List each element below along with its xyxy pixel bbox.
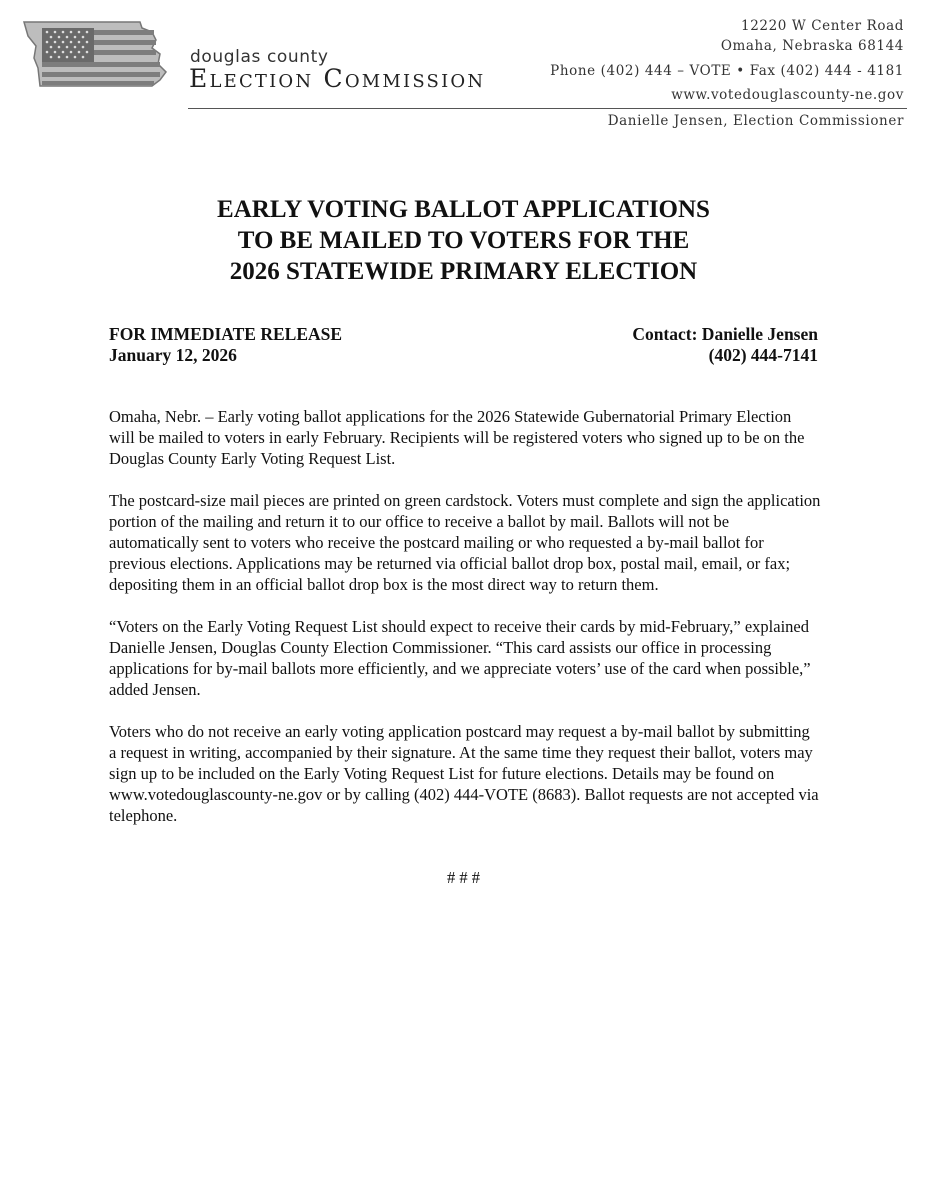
address-line-2: Omaha, Nebraska 68144 [720, 38, 904, 54]
org-name-large: Election Commission [189, 64, 486, 93]
phone-fax: Phone (402) 444 – VOTE • Fax (402) 444 - 4181 [550, 63, 904, 79]
end-mark: # # # [447, 868, 480, 887]
paragraph-2: The postcard-size mail pieces are printed on green cardstock. Voters must complete and sign the application portion of the mailing and return it to our office to receive a ballot by mail. Ballots will not be automatically sent to voters who receive the postcard mailing or who requested a by-mail ballot for previous elections. Applications may be returned via official ballot drop box, postal mail, email, or fax; depositing them in an official ballot drop box is the most direct way to return them. [109, 491, 821, 594]
headline [0, 194, 927, 287]
headline-line-3: 2026 STATEWIDE PRIMARY ELECTION [229, 258, 698, 285]
paragraph-4: Voters who do not receive an early voting application postcard may request a by-mail ballot by submitting a request in writing, accompanied by their signature. At the same time they request their ballot, voters may sign up to be included on the Early Voting Request List for future elections. Details may be found on www.votedouglascounty-ne.gov or by calling (402) 444-VOTE (8683). Ballot requests are not accepted via telephone. [109, 722, 819, 825]
letterhead-divider [188, 108, 907, 109]
contact-phone: (402) 444-7141 [708, 345, 818, 365]
address-line-1: 12220 W Center Road [741, 18, 904, 34]
release-date: January 12, 2026 [109, 345, 237, 365]
headline-line-1: EARLY VOTING BALLOT APPLICATIONS [217, 196, 710, 223]
release-body [109, 406, 821, 847]
release-info [109, 324, 342, 366]
website: www.votedouglascounty-ne.gov [671, 87, 904, 103]
release-label: FOR IMMEDIATE RELEASE [109, 324, 343, 344]
org-name-small: douglas county [190, 47, 329, 67]
commissioner-name: Danielle Jensen, Election Commissioner [607, 113, 904, 129]
paragraph-3: “Voters on the Early Voting Request List should expect to receive their cards by mid-February,” explained Danielle Jensen, Douglas County Election Commissioner. “This card assists our office in processing applications for by-mail ballots more efficiently, and we appreciate voters’ use of the card when possible,” added Jensen. [109, 617, 811, 699]
county-flag-logo [20, 18, 170, 90]
contact-name: Contact: Danielle Jensen [632, 324, 818, 344]
paragraph-1: Omaha, Nebr. – Early voting ballot applications for the 2026 Statewide Gubernatorial Primary Election will be mailed to voters in early February. Recipients will be registered voters who signed up to be on the Douglas County Early Voting Request List. [109, 407, 805, 468]
contact-info [632, 324, 818, 366]
headline-line-2: TO BE MAILED TO VOTERS FOR THE [237, 227, 690, 254]
